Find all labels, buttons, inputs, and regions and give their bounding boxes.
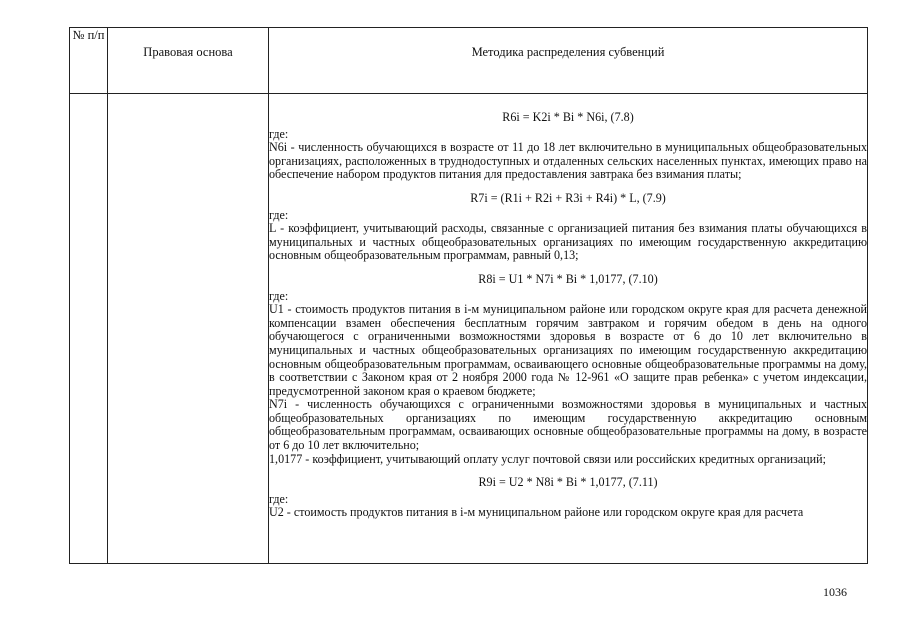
methodology-table	[69, 27, 868, 564]
definition-l: L - коэффициент, учитывающий расходы, связанные с организацией питания без взимания платы обучающихся в муниципальных и частных общеобразовательных организациях по имеющим государственную аккредитацию основным общеобразовательным программам, равный 0,13;	[269, 221, 867, 263]
cell-legal-basis	[108, 94, 269, 564]
cell-methodology	[269, 94, 868, 564]
where-label: где:	[269, 491, 289, 506]
definition-n6i: N6i - численность обучающихся в возрасте от 11 до 18 лет включительно в муниципальных общеобразовательных организациях, расположенных в труднодоступных и отдаленных сельских населенных пунктах, имеющих право на обеспечение набором продуктов питания для предоставления завтрака без взимания платы;	[269, 140, 867, 182]
definition-u2: U2 - стоимость продуктов питания в i-м муниципальном районе или городском округе края для расчета	[269, 505, 804, 520]
cell-number	[70, 94, 108, 564]
table-row	[70, 94, 868, 564]
definition-u1: U1 - стоимость продуктов питания в i-м муниципальном районе или городском округе края для расчета денежной компенсации взамен обеспечения бесплатным горячим завтраком и горячим обедом в день на одного обучающегося с ограниченными возможностями здоровья в возрасте от 6 до 10 лет включительно в муниципальных и частных общеобразовательных организациях по имеющим государственную аккредитацию основным общеобразовательным программам, осваивающего основные общеобразовательные программы на дому, в соответствии с Законом края от 2 ноября 2000 года № 12-961 «О защите прав ребенка» с учетом индексации, предусмотренной законом края о краевом бюджете;	[269, 302, 868, 398]
table-header-row	[70, 28, 868, 94]
header-number: № п/п	[70, 28, 108, 94]
header-methodology: Методика распределения субвенций	[269, 28, 868, 94]
formula-7-11: R9i = U2 * N8i * Bi * 1,0177, (7.11)	[478, 475, 658, 490]
where-label: где:	[269, 126, 289, 141]
where-label: где:	[269, 207, 289, 222]
definition-n7i: N7i - численность обучающихся с ограниченными возможностями здоровья в муниципальных и частных общеобразовательных организациях по имеющим государственную аккредитацию основным общеобразовательным программам, осваивающих основные общеобразовательные программы на дому, в возрасте от 6 до 10 лет включительно;	[269, 397, 867, 453]
page-number: 1036	[823, 585, 847, 599]
formula-7-9: R7i = (R1i + R2i + R3i + R4i) * L, (7.9)	[470, 190, 666, 205]
formula-7-10: R8i = U1 * N7i * Bi * 1,0177, (7.10)	[478, 271, 658, 286]
where-label: где:	[269, 288, 289, 303]
definition-coefficient: 1,0177 - коэффициент, учитывающий оплату услуг почтовой связи или российских кредитных организаций;	[269, 451, 826, 466]
header-legal-basis: Правовая основа	[108, 28, 269, 94]
formula-7-8: R6i = K2i * Bi * N6i, (7.8)	[502, 110, 634, 124]
